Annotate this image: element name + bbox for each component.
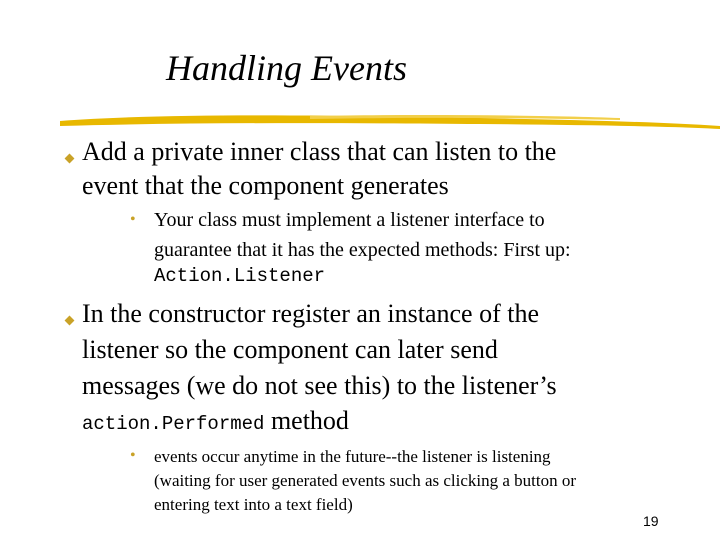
bullet-2-after-code: method [264,406,349,435]
bullet-2-code: action.Performed [82,413,265,435]
bullet-1-line-2: event that the component generates [82,171,449,200]
sub-bullet-2-line-3: entering text into a text field) [154,495,353,514]
title-underline [60,108,720,134]
sub-bullet-2-line-2: (waiting for user generated events such as clicking a button or [154,471,577,490]
bullet-2-line-3: messages (we do not see this) to the listener’s [82,371,557,400]
sub-bullet-1-line-1: Your class must implement a listener interface to [154,209,545,231]
sub-bullet-1-code: Action.Listener [154,265,326,287]
slide-title: Handling Events [166,48,407,88]
bullet-2-line-4 [82,405,349,440]
sub-bullet-dot-icon: • [130,211,136,228]
sub-bullet-2-line-1: events occur anytime in the future--the listener is listening [154,447,551,466]
bullet-1-line-1: Add a private inner class that can listen to the [82,137,557,166]
diamond-bullet-icon [65,316,75,326]
page-number: 19 [643,513,659,529]
bullet-2-line-2: listener so the component can later send [82,335,498,364]
sub-bullet-dot-icon: • [130,447,136,464]
sub-bullet-1-line-2: guarantee that it has the expected methods: First up: [154,239,571,261]
bullet-2-line-1: In the constructor register an instance of the [82,299,539,328]
diamond-bullet-icon [65,154,75,164]
